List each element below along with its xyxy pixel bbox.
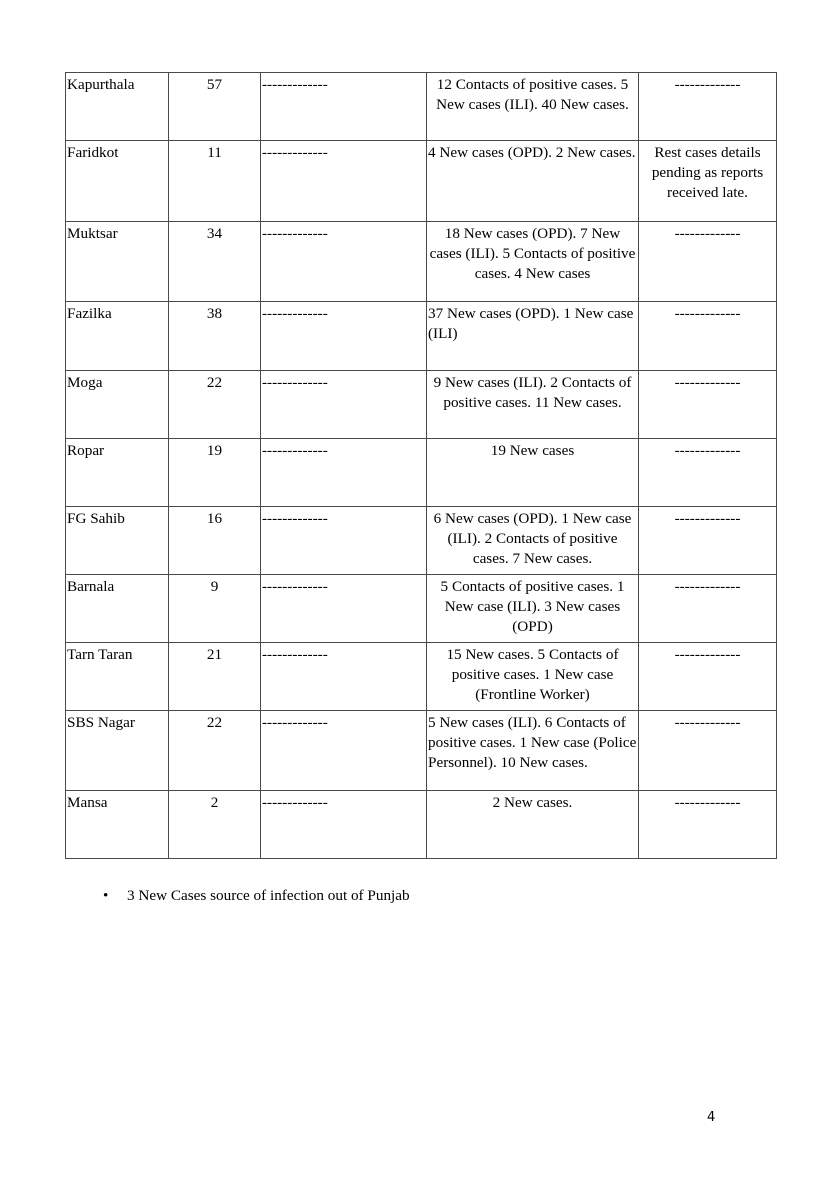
count-cell: 22	[169, 711, 261, 791]
count-cell: 19	[169, 439, 261, 507]
details-cell: 5 Contacts of positive cases. 1 New case (ILI). 3 New cases (OPD)	[427, 575, 639, 643]
count-cell: 2	[169, 791, 261, 859]
table-row	[66, 507, 777, 575]
count-cell: 22	[169, 371, 261, 439]
empty-cell: -------------	[261, 575, 427, 643]
district-cell: FG Sahib	[66, 507, 169, 575]
table-row	[66, 73, 777, 141]
details-cell: 15 New cases. 5 Contacts of positive cases. 1 New case (Frontline Worker)	[427, 643, 639, 711]
empty-cell: -------------	[261, 302, 427, 371]
table-row	[66, 302, 777, 371]
district-cell: Ropar	[66, 439, 169, 507]
remarks-cell: -------------	[639, 791, 777, 859]
count-cell: 34	[169, 222, 261, 302]
remarks-cell: -------------	[639, 439, 777, 507]
details-cell: 6 New cases (OPD). 1 New case (ILI). 2 Contacts of positive cases. 7 New cases.	[427, 507, 639, 575]
details-cell: 5 New cases (ILI). 6 Contacts of positive cases. 1 New case (Police Personnel). 10 New cases.	[427, 711, 639, 791]
district-cell: Mansa	[66, 791, 169, 859]
district-cell: Tarn Taran	[66, 643, 169, 711]
district-cell: Muktsar	[66, 222, 169, 302]
details-cell: 19 New cases	[427, 439, 639, 507]
count-cell: 9	[169, 575, 261, 643]
remarks-cell: -------------	[639, 73, 777, 141]
table-row	[66, 439, 777, 507]
remarks-cell: -------------	[639, 302, 777, 371]
bullet-icon: •	[103, 887, 109, 904]
count-cell: 16	[169, 507, 261, 575]
district-cell: SBS Nagar	[66, 711, 169, 791]
empty-cell: -------------	[261, 711, 427, 791]
remarks-cell: -------------	[639, 507, 777, 575]
table-row	[66, 575, 777, 643]
table-row	[66, 711, 777, 791]
remarks-cell: -------------	[639, 575, 777, 643]
remarks-cell: -------------	[639, 711, 777, 791]
table-row	[66, 371, 777, 439]
district-cell: Faridkot	[66, 141, 169, 222]
footnote-text: 3 New Cases source of infection out of Punjab	[127, 887, 410, 904]
empty-cell: -------------	[261, 439, 427, 507]
empty-cell: -------------	[261, 643, 427, 711]
empty-cell: -------------	[261, 222, 427, 302]
empty-cell: -------------	[261, 507, 427, 575]
details-cell: 4 New cases (OPD). 2 New cases.	[427, 141, 639, 222]
district-cell: Moga	[66, 371, 169, 439]
table-row	[66, 222, 777, 302]
details-cell: 37 New cases (OPD). 1 New case (ILI)	[427, 302, 639, 371]
page-number: 4	[707, 1110, 716, 1125]
table-row	[66, 141, 777, 222]
remarks-cell: -------------	[639, 643, 777, 711]
count-cell: 57	[169, 73, 261, 141]
remarks-cell: -------------	[639, 222, 777, 302]
table-row	[66, 791, 777, 859]
district-cell: Barnala	[66, 575, 169, 643]
footnote-bullet-item	[103, 886, 410, 906]
empty-cell: -------------	[261, 141, 427, 222]
details-cell: 18 New cases (OPD). 7 New cases (ILI). 5 Contacts of positive cases. 4 New cases	[427, 222, 639, 302]
empty-cell: -------------	[261, 371, 427, 439]
remarks-cell: Rest cases details pending as reports received late.	[639, 141, 777, 222]
count-cell: 21	[169, 643, 261, 711]
details-cell: 9 New cases (ILI). 2 Contacts of positive cases. 11 New cases.	[427, 371, 639, 439]
empty-cell: -------------	[261, 791, 427, 859]
count-cell: 11	[169, 141, 261, 222]
empty-cell: -------------	[261, 73, 427, 141]
table-row	[66, 643, 777, 711]
details-cell: 2 New cases.	[427, 791, 639, 859]
remarks-cell: -------------	[639, 371, 777, 439]
district-cases-table	[65, 72, 777, 859]
district-cell: Fazilka	[66, 302, 169, 371]
district-cell: Kapurthala	[66, 73, 169, 141]
count-cell: 38	[169, 302, 261, 371]
details-cell: 12 Contacts of positive cases. 5 New cases (ILI). 40 New cases.	[427, 73, 639, 141]
